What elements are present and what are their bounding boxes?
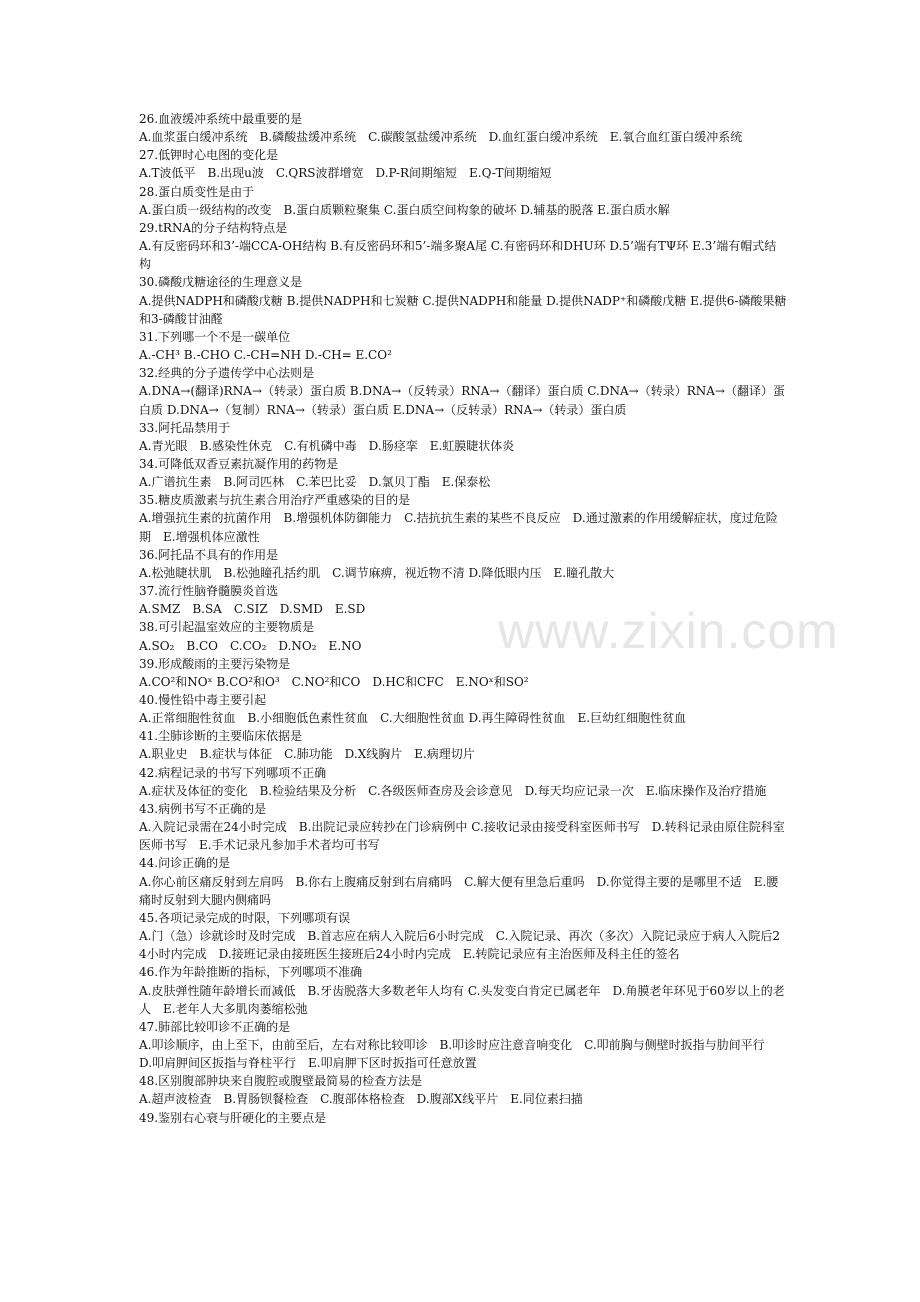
question-options: A.皮肤弹性随年龄增长而减低 B.牙齿脱落大多数老年人均有 C.头发变白肯定已属老年 D.角膜老年环见于60岁以上的老人 E.老年人大多肌肉萎缩松弛	[139, 983, 785, 1016]
question-options: A.症状及体征的变化 B.检验结果及分析 C.各级医师查房及会诊意见 D.每天均应记录一次 E.临床操作及治疗措施	[139, 783, 767, 798]
question-stem: 43.病例书写不正确的是	[139, 801, 267, 816]
question-stem: 42.病程记录的书写下列哪项不正确	[139, 765, 327, 780]
question-options: A.有反密码环和3’-端CCA-OH结构 B.有反密码环和5’-端多聚A尾 C.有密码环和DHU环 D.5’端有TΨ环 E.3’端有帽式结构	[139, 239, 777, 272]
document-body	[139, 110, 787, 1127]
question-stem: 48.区别腹部肿块来自腹腔或腹壁最简易的检查方法是	[139, 1074, 423, 1089]
question-stem: 38.可引起温室效应的主要物质是	[139, 620, 315, 635]
question-stem: 32.经典的分子遗传学中心法则是	[139, 366, 315, 381]
question-options: A.增强抗生素的抗菌作用 B.增强机体防御能力 C.拮抗抗生素的某些不良反应 D.通过激素的作用缓解症状，度过危险期 E.增强机体应激性	[139, 511, 778, 544]
question-stem: 44.问诊正确的是	[139, 856, 231, 871]
question-options: A.T波低平 B.出现u波 C.QRS波群增宽 D.P-R间期缩短 E.Q-T间期缩短	[139, 166, 552, 181]
question-options: A.职业史 B.症状与体征 C.肺功能 D.X线胸片 E.病理切片	[139, 747, 475, 762]
question-stem: 41.尘肺诊断的主要临床依据是	[139, 729, 303, 744]
question-options: A.CO²和NOˣ B.CO²和O³ C.NO²和CO D.HC和CFC E.NOˣ和SO²	[139, 674, 529, 689]
question-stem: 45.各项记录完成的时限，下列哪项有误	[139, 910, 351, 925]
question-options: A.门（急）诊就诊时及时完成 B.首志应在病人入院后6小时完成 C.入院记录、再次（多次）入院记录应于病人入院后24小时内完成 D.接班记录由接班医生接班后24小时内完成 E.转院记录应有主治医师及科主任的签名	[139, 929, 780, 962]
question-options: A.叩诊顺序，由上至下，由前至后，左右对称比较叩诊 B.叩诊时应注意音响变化 C.叩前胸与侧壁时扳指与肋间平行 D.叩肩胛间区扳指与脊柱平行 E.叩肩胛下区时扳指可任意放置	[139, 1037, 777, 1071]
question-stem: 36.阿托品不具有的作用是	[139, 547, 279, 562]
question-options: A.松弛睫状肌 B.松弛瞳孔括约肌 C.调节麻痹，视近物不清 D.降低眼内压 E.瞳孔散大	[139, 565, 615, 580]
question-options: A.青光眼 B.感染性休克 C.有机磷中毒 D.肠痉挛 E.虹膜睫状体炎	[139, 438, 515, 453]
question-stem: 26.血液缓冲系统中最重要的是	[139, 112, 303, 126]
question-stem: 34.可降低双香豆素抗凝作用的药物是	[139, 456, 339, 471]
watermark: www.zixin.com	[498, 603, 839, 659]
question-stem: 37.流行性脑脊髓膜炎首选	[139, 584, 279, 599]
question-options: A.广谱抗生素 B.阿司匹林 C.苯巴比妥 D.氯贝丁酯 E.保泰松	[139, 475, 491, 490]
question-stem: 49.鉴别右心衰与肝硬化的主要点是	[139, 1110, 327, 1125]
question-stem: 47.肺部比较叩诊不正确的是	[139, 1019, 291, 1034]
question-stem: 39.形成酸雨的主要污染物是	[139, 656, 291, 671]
question-stem: 35.糖皮质激素与抗生素合用治疗严重感染的目的是	[139, 493, 411, 508]
question-stem: 33.阿托品禁用于	[139, 420, 231, 435]
question-options: A.DNA→(翻译)RNA→（转录）蛋白质 B.DNA→（反转录）RNA→（翻译）蛋白质 C.DNA→（转录）RNA→（翻译）蛋白质 D.DNA→（复制）RNA→（转录）蛋白质 E.DNA→（反转录）RNA→（转录）蛋白质	[139, 384, 785, 417]
question-stem: 30.磷酸戊糖途径的生理意义是	[139, 275, 303, 290]
question-options: A.入院记录需在24小时完成 B.出院记录应转抄在门诊病例中 C.接收记录由接受科室医师书写 D.转科记录由原住院科室医师书写 E.手术记录凡参加手术者均可书写	[139, 820, 785, 853]
question-options: A.蛋白质一级结构的改变 B.蛋白质颗粒聚集 C.蛋白质空间构象的破坏 D.辅基的脱落 E.蛋白质水解	[139, 202, 670, 217]
question-stem: 31.下列哪一个不是一碳单位	[139, 329, 291, 344]
question-stem: 46.作为年龄推断的指标，下列哪项不准确	[139, 965, 363, 980]
question-stem: 29.tRNA的分子结构特点是	[139, 220, 288, 235]
question-stem: 40.慢性铅中毒主要引起	[139, 693, 267, 707]
question-options: A.正常细胞性贫血 B.小细胞低色素性贫血 C.大细胞性贫血 D.再生障碍性贫血 E.巨幼红细胞性贫血	[139, 711, 687, 726]
question-options: A.-CH³ B.-CHO C.-CH=NH D.-CH= E.CO²	[139, 348, 392, 363]
question-options: A.SMZ B.SA C.SIZ D.SMD E.SD	[139, 602, 366, 617]
question-options: A.SO₂ B.CO C.CO₂ D.NO₂ E.NO	[139, 638, 362, 653]
question-options: A.你心前区痛反射到左肩吗 B.你右上腹痛反射到右肩痛吗 C.解大便有里急后重吗 D.你觉得主要的是哪里不适 E.腰痛时反射到大腿内侧痛吗	[139, 874, 779, 907]
question-stem: 28.蛋白质变性是由于	[139, 184, 255, 199]
question-options: A.超声波检查 B.胃肠钡餐检查 C.腹部体格检查 D.腹部X线平片 E.同位素扫描	[139, 1092, 583, 1107]
question-options: A.提供NADPH和磷酸戊糖 B.提供NADPH和七炭糖 C.提供NADPH和能量 D.提供NADP⁺和磷酸戊糖 E.提供6-磷酸果糖和3-磷酸甘油醛	[139, 293, 787, 326]
question-stem: 27.低钾时心电图的变化是	[139, 148, 279, 163]
question-options: A.血浆蛋白缓冲系统 B.磷酸盐缓冲系统 C.碳酸氢盐缓冲系统 D.血红蛋白缓冲系统 E.氧合血红蛋白缓冲系统	[139, 130, 743, 145]
